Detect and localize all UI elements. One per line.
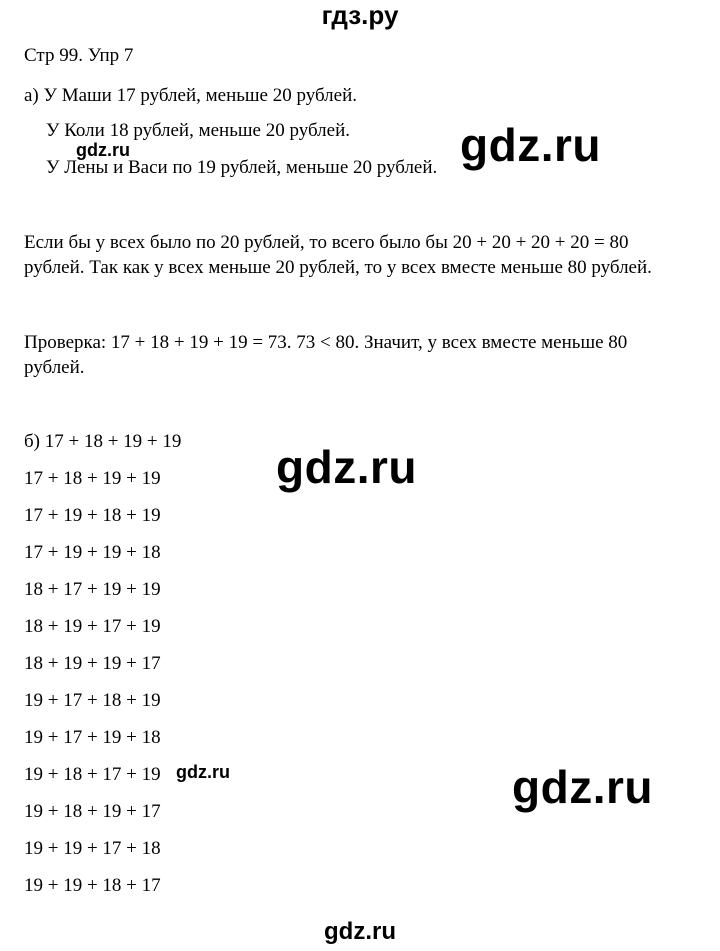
watermark-big-1: gdz.ru (460, 119, 601, 171)
reasoning-paragraph (24, 230, 704, 280)
watermark-top: гдз.ру (321, 0, 399, 30)
part-b-line-1: б) 17 + 18 + 19 + 19 (24, 431, 182, 452)
part-b-line-11: 19 + 18 + 19 + 17 (24, 801, 161, 822)
check-line-2: рублей. (24, 357, 85, 378)
part-b-line-13: 19 + 19 + 18 + 17 (24, 875, 161, 896)
watermark-small-2: gdz.ru (176, 762, 230, 782)
check-paragraph (24, 330, 704, 380)
part-b-line-7: 18 + 19 + 19 + 17 (24, 653, 161, 674)
part-b-line-10: 19 + 18 + 17 + 19 (24, 764, 161, 785)
part-b-line-2: 17 + 18 + 19 + 19 (24, 468, 161, 489)
check-line-1: Проверка: 17 + 18 + 19 + 19 = 73. 73 < 80. Значит, у всех вместе меньше 80 (24, 332, 628, 353)
part-b-line-8: 19 + 17 + 18 + 19 (24, 690, 161, 711)
part-b-line-4: 17 + 19 + 19 + 18 (24, 542, 161, 563)
watermark-small-1: gdz.ru (76, 140, 130, 160)
part-a-line-2: У Коли 18 рублей, меньше 20 рублей. (46, 120, 350, 141)
part-b-line-6: 18 + 19 + 17 + 19 (24, 616, 161, 637)
reasoning-line-2: рублей. Так как у всех меньше 20 рублей, то у всех вместе меньше 80 рублей. (24, 257, 652, 278)
watermark-big-3: gdz.ru (512, 761, 653, 813)
part-b-line-3: 17 + 19 + 18 + 19 (24, 505, 161, 526)
exercise-header: Стр 99. Упр 7 (24, 45, 134, 66)
watermark-big-2: gdz.ru (276, 441, 417, 493)
part-a-line-1: а) У Маши 17 рублей, меньше 20 рублей. (24, 85, 357, 106)
part-b-line-5: 18 + 17 + 19 + 19 (24, 579, 161, 600)
reasoning-line-1: Если бы у всех было по 20 рублей, то всего было бы 20 + 20 + 20 + 20 = 80 (24, 232, 629, 253)
part-a-line-3: У Лены и Васи по 19 рублей, меньше 20 рублей. (46, 157, 438, 178)
part-b-line-9: 19 + 17 + 19 + 18 (24, 727, 161, 748)
watermark-bottom: gdz.ru (324, 918, 396, 945)
part-b-line-12: 19 + 19 + 17 + 18 (24, 838, 161, 859)
